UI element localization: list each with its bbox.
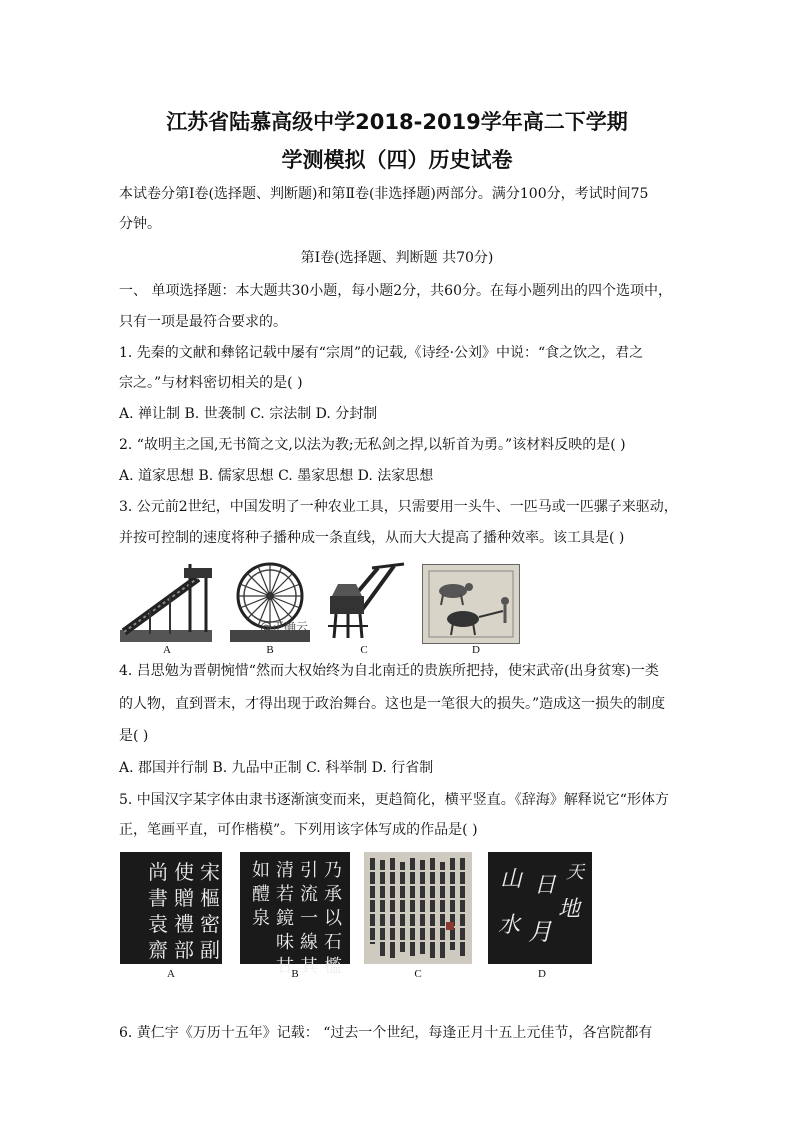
q4-options: A. 郡国并行制 B. 九品中正制 C. 科举制 D. 行省制: [119, 760, 434, 776]
q3-caption-c: C: [360, 644, 368, 656]
q5-caption-d: D: [538, 968, 546, 980]
q3-image-c: [322, 560, 406, 642]
q3-stem-line2: 并按可控制的速度将种子播种成一条直线，从而大大提高了播种效率。该工具是( ): [119, 530, 625, 546]
q2-stem-line1: 2. “故明主之国,无书简之文,以法为教;无私剑之捍,以斩首为勇。”该材料反映的是( ): [119, 437, 626, 453]
intro-line2: 分钟。: [119, 216, 161, 232]
q5-image-a: 宋 樞 密 副 使 贈 禮 部 尚 書 袁 齋: [120, 852, 222, 964]
exam-title-line2: 学测模拟（四）历史试卷: [281, 148, 513, 172]
q5-caption-b: B: [291, 968, 299, 980]
q3-image-d: [422, 564, 520, 644]
q5-image-b: 乃 承 以 石 檻 引 流 一 線 其 清 若 鏡 味 甘 如 醴 泉: [240, 852, 350, 964]
q3-caption-b: B: [266, 644, 274, 656]
q1-stem-line2: 宗之。”与材料密切相关的是( ): [119, 375, 303, 391]
intro-line1: 本试卷分第Ⅰ卷(选择题、判断题)和第Ⅱ卷(非选择题)两部分。满分100分，考试时间75: [119, 186, 649, 202]
q5-image-c: [364, 852, 472, 964]
section-instruction-line2: 只有一项是最符合要求的。: [119, 314, 287, 330]
q3-image-a: [120, 560, 212, 642]
q2-options: A. 道家思想 B. 儒家思想 C. 墨家思想 D. 法家思想: [119, 468, 434, 484]
q1-options: A. 禅让制 B. 世袭制 C. 宗法制 D. 分封制: [119, 406, 378, 422]
q4-stem-line2: 的人物，直到晋末，才得出现于政治舞台。这也是一笔很大的损失。”造成这一损失的制度: [119, 696, 666, 712]
q5-stem-line2: 正，笔画平直，可作楷模”。下列用该字体写成的作品是( ): [119, 822, 478, 838]
q4-stem-line3: 是( ): [119, 728, 149, 744]
q3-image-b: [230, 560, 310, 642]
q3-stem-line1: 3. 公元前2世纪，中国发明了一种农业工具，只需要用一头牛、一匹马或一匹骡子来驱动，: [119, 499, 678, 515]
section-heading: 第Ⅰ卷(选择题、判断题 共70分): [300, 250, 494, 266]
q3-watermark: @正确云: [260, 620, 309, 634]
exam-title-line1: 江苏省陆慕高级中学2018-2019学年高二下学期: [166, 110, 628, 134]
q6-stem-line1: 6. 黄仁宇《万历十五年》记载： “过去一个世纪，每逢正月十五上元佳节，各宫院都有: [119, 1025, 653, 1041]
q5-image-d: 天 地 日 月 山 水: [488, 852, 592, 964]
q5-caption-c: C: [414, 968, 422, 980]
section-instruction-line1: 一、 单项选择题：本大题共30小题，每小题2分，共60分。在每小题列出的四个选项中，: [119, 283, 672, 299]
q5-stem-line1: 5. 中国汉字某字体由隶书逐渐演变而来，更趋简化，横平竖直。《辞海》解释说它“形体方: [119, 792, 669, 808]
q4-stem-line1: 4. 吕思勉为晋朝惋惜“然而大权始终为自北南迁的贵族所把持，使宋武帝(出身贫寒)一类: [119, 663, 659, 679]
q1-stem-line1: 1. 先秦的文献和彝铭记载中屡有“宗周”的记载,《诗经·公刘》中说：“食之饮之，君之: [119, 345, 644, 361]
q5-caption-a: A: [167, 968, 175, 980]
q3-caption-a: A: [163, 644, 171, 656]
q3-caption-d: D: [472, 644, 480, 656]
